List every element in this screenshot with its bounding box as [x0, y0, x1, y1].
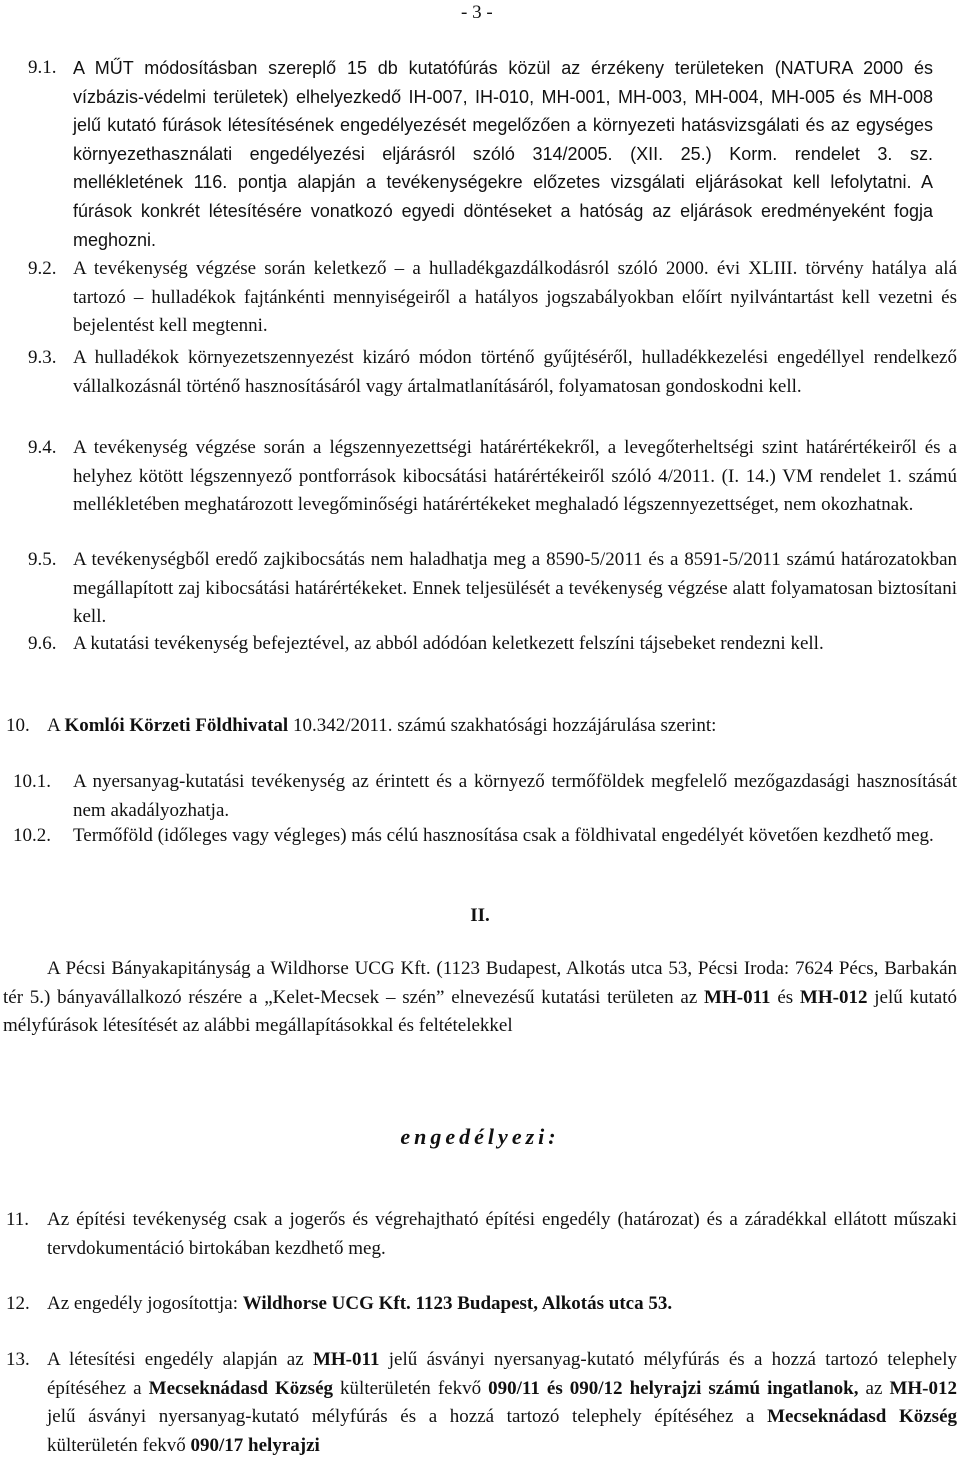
section-number: 10.1.: [13, 771, 51, 792]
section-number: 11.: [6, 1209, 30, 1230]
section-11-text: Az építési tevékenység csak a jogerős és végrehajtható építési engedély (határozat) és a záradékkal ellátott műszaki tervdokumentáció birtokában kezdhető meg.: [47, 1209, 957, 1259]
intro-paragraph: A Pécsi Bányakapitányság a Wildhorse UCG Kft. (1123 Budapest, Alkotás utca 53, Pécsi Iroda: 7624 Pécs, Barbakán tér 5.) bányavállalkozó részére a „Kelet-Mecsek – szén” elnevezésű kutatási területen az MH-011 és MH-012 jelű kutató mélyfúrások létesítését az alábbi megállapításokkal és feltételekkel: [3, 958, 957, 1037]
section-9-1-text: A MŰT módosításban szereplő 15 db kutatófúrás közül az érzékeny területeken (NATURA 2000 és vízbázis-védelmi területek) elhelyezkedő IH-007, IH-010, MH-001, MH-003, MH-004, MH-005 és MH-008 jelű kutató fúrások létesítésének engedélyezését megelőzően a környezeti hatásvizsgálati és az egységes környezethasználati engedélyezési eljárásról szóló 314/2005. (XII. 25.) Korm. rendelet 3. sz. mellékletének 116. pontja alapján a tevékenységekre előzetes vizsgálati eljárásokat kell lefolytatni. A fúrások konkrét létesítésére vonatkozó egyedi döntéseket a hatóság az eljárások eredményeként fogja meghozni.: [73, 58, 933, 250]
decision-heading: engedélyezi:: [400, 1124, 560, 1149]
section-heading: II.: [470, 905, 490, 926]
section-number: 9.6.: [28, 633, 57, 654]
permit-holder: Wildhorse UCG Kft. 1123 Budapest, Alkotás utca 53.: [242, 1293, 673, 1314]
section-number: 9.3.: [28, 347, 57, 368]
section-9-2-text: A tevékenység végzése során keletkező – a hulladékgazdálkodásról szóló 2000. évi XLIII. törvény hatálya alá tartozó – hulladékok fajtánkénti mennyiségeiről a hatályos jogszabályokban előírt nyilvántartást kell vezetni és bejelentést kell megtenni.: [73, 258, 957, 337]
authority-name: Komlói Körzeti Földhivatal: [64, 715, 289, 736]
section-13-text: A létesítési engedély alapján az MH-011 jelű ásványi nyersanyag-kutató mélyfúrás és a hozzá tartozó telephely építéséhez a Mecseknádasd Község külterületén fekvő 090/11 és 090/12 helyrajzi számú ingatlanok, az MH-012 jelű ásványi nyersanyag-kutató mélyfúrás és a hozzá tartozó telephely építéséhez a Mecseknádasd Község külterületén fekvő 090/17 helyrajzi: [47, 1349, 958, 1456]
section-9-5-text: A tevékenységből eredő zajkibocsátás nem haladhatja meg a 8590-5/2011 és a 8591-5/2011 számú határozatokban megállapított zaj kibocsátási határértékeket. Ennek teljesülését a tevékenység végzése alatt folyamatosan biztosítani kell.: [73, 549, 957, 628]
page-number: - 3 -: [461, 2, 493, 23]
section-10-text: A Komlói Körzeti Földhivatal 10.342/2011. számú szakhatósági hozzájárulása szerint:: [47, 715, 717, 736]
section-number: 9.1.: [28, 57, 57, 78]
section-9-3-text: A hulladékok környezetszennyezést kizáró módon történő gyűjtéséről, hulladékkezelési engedéllyel rendelkező vállalkozásnál történő hasznosításáról vagy ártalmatlanításáról, folyamatosan gondoskodni kell.: [73, 347, 957, 397]
section-number: 9.2.: [28, 258, 57, 279]
section-10-2-text: Termőföld (időleges vagy végleges) más célú hasznosítása csak a földhivatal engedélyét követően kezdhető meg.: [73, 825, 934, 846]
section-number: 9.5.: [28, 549, 57, 570]
section-9-6-text: A kutatási tevékenység befejeztével, az abból adódóan keletkezett felszíni tájsebeket rendezni kell.: [73, 633, 824, 654]
section-number: 13.: [6, 1349, 30, 1370]
section-number: 10.: [6, 715, 30, 736]
section-10-1-text: A nyersanyag-kutatási tevékenység az érintett és a környező termőföldek megfelelő mezőgazdasági hasznosítását nem akadályozhatja.: [73, 771, 957, 821]
section-number: 9.4.: [28, 437, 57, 458]
section-number: 10.2.: [13, 825, 51, 846]
section-12-text: Az engedély jogosítottja: Wildhorse UCG Kft. 1123 Budapest, Alkotás utca 53.: [47, 1293, 673, 1314]
section-9-4-text: A tevékenység végzése során a légszennyezettségi határértékekről, a levegőterheltségi szint határértékeiről és a helyhez kötött légszennyező pontforrások kibocsátási határértékeiről szóló 4/2011. (I. 14.) VM rendelet 1. számú mellékletében meghatározott levegőminőségi határértékeket meghaladó légszennyezettséget, nem okozhatnak.: [73, 437, 957, 516]
section-number: 12.: [6, 1293, 30, 1314]
